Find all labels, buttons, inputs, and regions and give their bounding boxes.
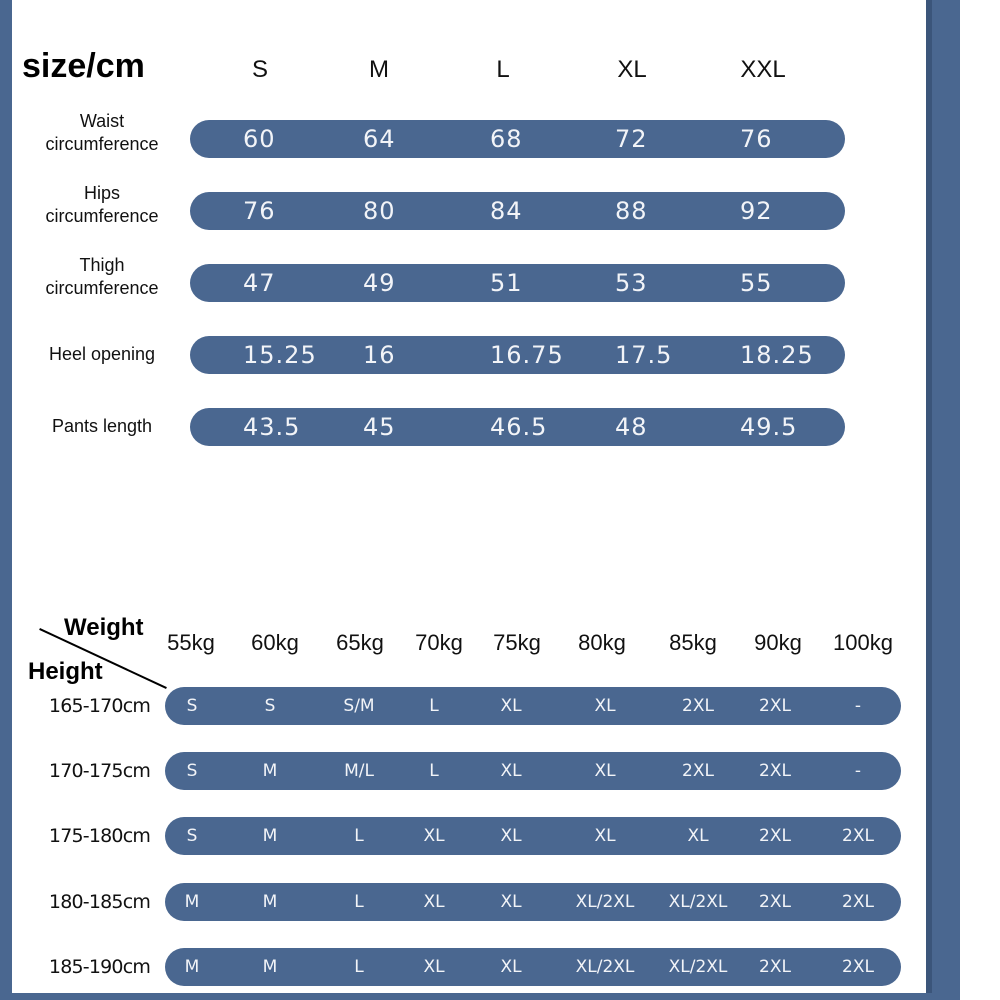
fit-size-cell: XL — [500, 761, 522, 781]
size-header-xl: XL — [617, 56, 647, 83]
weight-header: 90kg — [754, 630, 802, 655]
fit-size-cell: XL — [423, 826, 445, 846]
fit-size-cell: L — [429, 696, 439, 716]
weight-header: 65kg — [336, 630, 384, 655]
fit-size-cell: 2XL — [682, 761, 714, 781]
size-value: 53 — [615, 269, 648, 297]
weight-header: 60kg — [251, 630, 299, 655]
fit-size-cell: 2XL — [759, 957, 791, 977]
fit-row-bar — [165, 752, 901, 790]
fit-size-cell: S — [264, 696, 276, 716]
fit-size-cell: 2XL — [842, 892, 874, 912]
frame-left-border — [0, 0, 12, 1000]
size-value: 72 — [615, 125, 648, 153]
fit-size-cell: M — [262, 761, 278, 781]
size-row-label: Pants length — [51, 416, 153, 436]
fit-size-cell: L — [429, 761, 439, 781]
fit-size-cell: XL/2XL — [575, 957, 635, 977]
fit-row-bar — [165, 817, 901, 855]
fit-size-cell: L — [354, 957, 364, 977]
fit-size-cell: S — [186, 761, 198, 781]
size-row-bar — [190, 192, 845, 230]
size-header-s: S — [251, 56, 268, 83]
frame-right-shadow — [926, 0, 932, 1000]
size-value: 48 — [615, 413, 648, 441]
fit-size-cell: XL — [500, 892, 522, 912]
fit-size-cell: 2XL — [759, 761, 791, 781]
fit-size-cell: M — [184, 892, 200, 912]
weight-header: 85kg — [669, 630, 717, 655]
height-range-label: 185-190cm — [48, 956, 151, 978]
fit-size-cell: M — [184, 957, 200, 977]
size-row-bar — [190, 336, 845, 374]
size-value: 88 — [615, 197, 648, 225]
fit-size-cell: 2XL — [759, 696, 791, 716]
fit-row-bar — [165, 948, 901, 986]
height-axis-label: Height — [28, 658, 103, 685]
size-value: 51 — [490, 269, 523, 297]
fit-size-cell: - — [854, 696, 862, 716]
size-value: 76 — [740, 125, 773, 153]
size-value: 15.25 — [243, 341, 317, 369]
fit-size-cell: XL — [500, 696, 522, 716]
size-value: 47 — [243, 269, 276, 297]
fit-size-cell: XL/2XL — [668, 892, 728, 912]
size-table-title: size/cm — [22, 47, 145, 85]
weight-axis-label: Weight — [64, 614, 144, 641]
size-value: 49.5 — [740, 413, 798, 441]
size-header-xxl: XXL — [740, 56, 786, 83]
fit-size-cell: XL — [594, 761, 616, 781]
size-value: 17.5 — [615, 341, 673, 369]
height-range-label: 180-185cm — [48, 891, 151, 913]
size-row-label: Waist circumference — [45, 111, 159, 154]
fit-size-cell: XL — [500, 957, 522, 977]
size-value: 18.25 — [740, 341, 814, 369]
fit-size-cell: 2XL — [842, 826, 874, 846]
weight-header: 55kg — [167, 630, 215, 655]
fit-size-cell: XL — [594, 826, 616, 846]
fit-size-cell: 2XL — [759, 892, 791, 912]
fit-size-cell: 2XL — [682, 696, 714, 716]
fit-size-cell: XL/2XL — [668, 957, 728, 977]
size-header-l: L — [496, 56, 510, 83]
fit-size-cell: M/L — [344, 761, 374, 781]
fit-size-cell: XL — [500, 826, 522, 846]
size-value: 64 — [363, 125, 396, 153]
size-value: 80 — [363, 197, 396, 225]
fit-size-cell: L — [354, 892, 364, 912]
size-value: 76 — [243, 197, 276, 225]
fit-size-cell: XL — [594, 696, 616, 716]
height-range-label: 165-170cm — [48, 695, 151, 717]
fit-size-cell: M — [262, 826, 278, 846]
size-value: 16 — [363, 341, 396, 369]
size-row-bar — [190, 120, 845, 158]
size-value: 60 — [243, 125, 276, 153]
frame-bottom-border — [0, 993, 960, 1000]
size-value: 68 — [490, 125, 523, 153]
size-value: 92 — [740, 197, 773, 225]
fit-size-cell: 2XL — [759, 826, 791, 846]
height-range-label: 175-180cm — [48, 825, 151, 847]
size-row-label: Heel opening — [48, 344, 156, 364]
fit-size-cell: S — [186, 826, 198, 846]
height-range-label: 170-175cm — [48, 760, 151, 782]
fit-size-cell: M — [262, 892, 278, 912]
fit-size-cell: S/M — [343, 696, 375, 716]
size-row-label: Hips circumference — [45, 183, 159, 226]
weight-header: 80kg — [578, 630, 626, 655]
size-header-m: M — [369, 56, 389, 83]
fit-size-cell: XL — [423, 892, 445, 912]
weight-header: 75kg — [493, 630, 541, 655]
size-value: 84 — [490, 197, 523, 225]
size-value: 55 — [740, 269, 773, 297]
weight-header: 70kg — [415, 630, 463, 655]
size-row-bar — [190, 264, 845, 302]
fit-size-cell: XL — [687, 826, 709, 846]
size-value: 46.5 — [490, 413, 548, 441]
fit-size-cell: S — [186, 696, 198, 716]
fit-size-cell: 2XL — [842, 957, 874, 977]
size-value: 16.75 — [490, 341, 564, 369]
fit-row-bar — [165, 883, 901, 921]
size-value: 49 — [363, 269, 396, 297]
fit-size-cell: XL — [423, 957, 445, 977]
fit-size-cell: - — [854, 761, 862, 781]
fit-size-cell: XL/2XL — [575, 892, 635, 912]
weight-header: 100kg — [833, 630, 893, 655]
size-value: 45 — [363, 413, 396, 441]
fit-size-cell: L — [354, 826, 364, 846]
fit-size-cell: M — [262, 957, 278, 977]
size-row-bar — [190, 408, 845, 446]
size-value: 43.5 — [243, 413, 301, 441]
size-row-label: Thigh circumference — [45, 255, 159, 298]
fit-row-bar — [165, 687, 901, 725]
